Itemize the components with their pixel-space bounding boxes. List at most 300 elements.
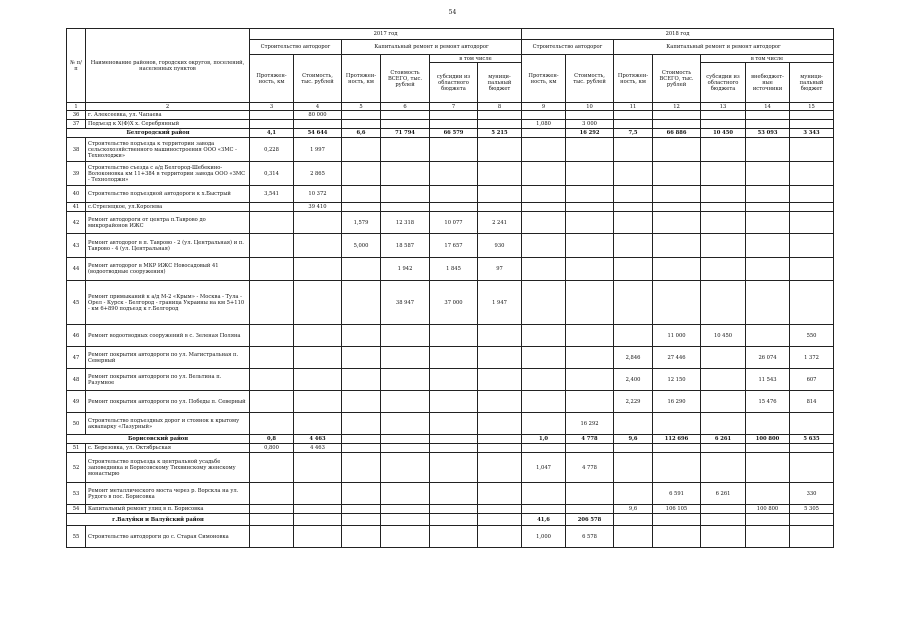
district-subtotal-row: [67, 129, 834, 138]
value-cell: [478, 203, 522, 212]
value-cell: [522, 505, 566, 514]
value-cell: [746, 138, 790, 162]
object-name: Строительство подъезда к территории завода сельскохозяйственного машиностроения ООО «ЗМС - Технолоджи»: [86, 138, 250, 162]
value-cell: [430, 325, 478, 347]
value-cell: [430, 435, 478, 444]
value-cell: [614, 120, 653, 129]
value-cell: [701, 369, 746, 391]
value-cell: [522, 138, 566, 162]
value-cell: [430, 347, 478, 369]
value-cell: [701, 281, 746, 325]
value-cell: 11 543: [746, 369, 790, 391]
value-cell: [522, 129, 566, 138]
value-cell: [614, 483, 653, 505]
value-cell: [342, 325, 381, 347]
value-cell: [522, 281, 566, 325]
table-row: [67, 369, 834, 391]
value-cell: [478, 325, 522, 347]
row-number: 55: [67, 526, 86, 548]
object-name: Подъезд к Х(Ф)Х х. Серебрянный: [86, 120, 250, 129]
table-row: [67, 413, 834, 435]
value-cell: [746, 258, 790, 281]
value-cell: 814: [790, 391, 834, 413]
value-cell: 0,314: [250, 162, 294, 186]
value-cell: [746, 453, 790, 483]
table-row: [67, 444, 834, 453]
column-number: 13: [701, 103, 746, 111]
object-name: Ремонт автодорог в п. Таврово - 2 (ул. Центральная) и п. Таврово - 4 (ул. Центральная): [86, 234, 250, 258]
value-cell: 16 292: [566, 413, 614, 435]
value-cell: [790, 413, 834, 435]
value-cell: [790, 514, 834, 526]
table-row: [67, 212, 834, 234]
value-cell: [614, 212, 653, 234]
row-number: 46: [67, 325, 86, 347]
value-cell: [250, 413, 294, 435]
value-cell: [701, 391, 746, 413]
value-cell: [342, 281, 381, 325]
value-cell: [653, 111, 701, 120]
value-cell: [478, 514, 522, 526]
value-cell: [294, 413, 342, 435]
value-cell: [566, 111, 614, 120]
value-cell: [790, 111, 834, 120]
table-row: [67, 162, 834, 186]
value-cell: [430, 162, 478, 186]
value-cell: 12 150: [653, 369, 701, 391]
row-number: 44: [67, 258, 86, 281]
value-cell: [342, 505, 381, 514]
value-cell: [294, 212, 342, 234]
value-cell: 2,229: [614, 391, 653, 413]
header-2018-repair-length: Протяжен-ность, км: [614, 55, 653, 103]
value-cell: [566, 391, 614, 413]
object-name: Строительство подъездных дорог и стоянок к крытому аквапарку «Лазурный»: [86, 413, 250, 435]
page-number: 54: [448, 9, 457, 16]
value-cell: 11 000: [653, 325, 701, 347]
value-cell: [478, 526, 522, 548]
value-cell: [522, 413, 566, 435]
table-row: [67, 111, 834, 120]
value-cell: [478, 413, 522, 435]
value-cell: 100 800: [746, 505, 790, 514]
value-cell: 2 865: [294, 162, 342, 186]
value-cell: 41,6: [522, 514, 566, 526]
table-row: [67, 325, 834, 347]
object-name: Строительство подъезда к центральной усадьбе заповедника и Борисовскому Тихвинскому женскому монастырю: [86, 453, 250, 483]
object-name: Ремонт автодорог в МКР ИЖС Новосадовый 41 (водоотводные сооружения): [86, 258, 250, 281]
value-cell: [381, 325, 430, 347]
value-cell: [250, 212, 294, 234]
value-cell: 6 578: [566, 526, 614, 548]
object-name: с.Стрелецкое, ул.Королева: [86, 203, 250, 212]
value-cell: [342, 186, 381, 203]
value-cell: [250, 483, 294, 505]
value-cell: 550: [790, 325, 834, 347]
value-cell: [250, 234, 294, 258]
value-cell: [381, 347, 430, 369]
table-row: [67, 138, 834, 162]
value-cell: [746, 514, 790, 526]
header-2018-municipal: муници-пальный бюджет: [790, 63, 834, 103]
value-cell: [701, 234, 746, 258]
row-number: 36: [67, 111, 86, 120]
value-cell: 1,000: [522, 526, 566, 548]
value-cell: 0,228: [250, 138, 294, 162]
row-number: 45: [67, 281, 86, 325]
value-cell: [342, 514, 381, 526]
header-2017: 2017 год: [250, 29, 522, 40]
header-2018: 2018 год: [522, 29, 834, 40]
value-cell: [701, 505, 746, 514]
value-cell: [790, 258, 834, 281]
value-cell: [790, 526, 834, 548]
column-number: 7: [430, 103, 478, 111]
value-cell: [522, 444, 566, 453]
object-name: Ремонт металлического моста через р. Ворскла на ул. Рудого в пос. Борисовка: [86, 483, 250, 505]
value-cell: [381, 435, 430, 444]
value-cell: [342, 435, 381, 444]
value-cell: [614, 413, 653, 435]
value-cell: [701, 138, 746, 162]
value-cell: [381, 453, 430, 483]
value-cell: [430, 413, 478, 435]
value-cell: [746, 413, 790, 435]
value-cell: [294, 514, 342, 526]
value-cell: [653, 453, 701, 483]
value-cell: 6 261: [701, 435, 746, 444]
value-cell: [250, 505, 294, 514]
value-cell: [381, 138, 430, 162]
value-cell: [790, 120, 834, 129]
value-cell: [522, 347, 566, 369]
column-number: 15: [790, 103, 834, 111]
value-cell: 7,5: [614, 129, 653, 138]
value-cell: [746, 162, 790, 186]
value-cell: 9,6: [614, 505, 653, 514]
value-cell: [294, 258, 342, 281]
object-name: Строительство автодороги до с. Старая Симоновка: [86, 526, 250, 548]
value-cell: [250, 111, 294, 120]
value-cell: [614, 258, 653, 281]
value-cell: [342, 483, 381, 505]
value-cell: 53 093: [746, 129, 790, 138]
value-cell: [701, 212, 746, 234]
value-cell: [653, 203, 701, 212]
value-cell: [342, 111, 381, 120]
value-cell: 18 587: [381, 234, 430, 258]
row-number: 50: [67, 413, 86, 435]
header-2018-repair-cost-total: Стоимость ВСЕГО, тыс. рублей: [653, 55, 701, 103]
column-number-row: [67, 103, 834, 111]
value-cell: [701, 162, 746, 186]
row-number: 48: [67, 369, 86, 391]
value-cell: 4 778: [566, 453, 614, 483]
value-cell: [294, 369, 342, 391]
value-cell: 37 000: [430, 281, 478, 325]
value-cell: 71 794: [381, 129, 430, 138]
district-subtotal-row: [67, 514, 834, 526]
column-number: 3: [250, 103, 294, 111]
value-cell: [790, 453, 834, 483]
value-cell: [342, 444, 381, 453]
value-cell: [430, 138, 478, 162]
table-row: [67, 391, 834, 413]
value-cell: 1 942: [381, 258, 430, 281]
value-cell: [381, 203, 430, 212]
object-name: Ремонт покрытия автодороги по ул. Победы п. Северный: [86, 391, 250, 413]
value-cell: [701, 444, 746, 453]
value-cell: 39 410: [294, 203, 342, 212]
value-cell: [342, 162, 381, 186]
value-cell: [342, 347, 381, 369]
value-cell: [342, 120, 381, 129]
object-name: Строительство подъездной автодороги к х.Быстрый: [86, 186, 250, 203]
value-cell: [522, 369, 566, 391]
district-subtotal-row: [67, 435, 834, 444]
value-cell: 6,6: [342, 129, 381, 138]
header-2017-subsidy: субсидии из областного бюджета: [430, 63, 478, 103]
value-cell: [566, 444, 614, 453]
value-cell: [522, 258, 566, 281]
value-cell: 10 372: [294, 186, 342, 203]
value-cell: [478, 391, 522, 413]
value-cell: 930: [478, 234, 522, 258]
row-number: 51: [67, 444, 86, 453]
value-cell: [653, 234, 701, 258]
value-cell: [701, 186, 746, 203]
value-cell: [614, 234, 653, 258]
value-cell: 1,080: [522, 120, 566, 129]
value-cell: [653, 514, 701, 526]
value-cell: 17 657: [430, 234, 478, 258]
value-cell: [566, 258, 614, 281]
value-cell: [653, 413, 701, 435]
value-cell: [701, 120, 746, 129]
value-cell: 4 463: [294, 435, 342, 444]
value-cell: 3 343: [790, 129, 834, 138]
value-cell: 1 997: [294, 138, 342, 162]
value-cell: [342, 391, 381, 413]
value-cell: [430, 186, 478, 203]
value-cell: [746, 111, 790, 120]
value-cell: [381, 120, 430, 129]
row-number: 52: [67, 453, 86, 483]
value-cell: 100 800: [746, 435, 790, 444]
value-cell: [430, 514, 478, 526]
value-cell: [478, 435, 522, 444]
value-cell: [522, 212, 566, 234]
value-cell: 10 077: [430, 212, 478, 234]
value-cell: 1 845: [430, 258, 478, 281]
value-cell: [250, 120, 294, 129]
value-cell: [478, 369, 522, 391]
object-name: Ремонт водоотводных сооружений в с. Зеленая Поляна: [86, 325, 250, 347]
value-cell: [294, 526, 342, 548]
header-2017-constr-length: Протяжен-ность, км: [250, 55, 294, 103]
value-cell: 26 074: [746, 347, 790, 369]
table-row: [67, 347, 834, 369]
value-cell: [522, 186, 566, 203]
value-cell: [653, 120, 701, 129]
column-number: 6: [381, 103, 430, 111]
value-cell: [478, 186, 522, 203]
value-cell: [522, 162, 566, 186]
value-cell: 3 000: [566, 120, 614, 129]
value-cell: [430, 483, 478, 505]
column-number: 8: [478, 103, 522, 111]
value-cell: 2,400: [614, 369, 653, 391]
value-cell: [790, 186, 834, 203]
value-cell: 12 318: [381, 212, 430, 234]
value-cell: [342, 203, 381, 212]
value-cell: [746, 120, 790, 129]
row-number: 39: [67, 162, 86, 186]
header-num: № п/п: [67, 29, 86, 103]
value-cell: [294, 234, 342, 258]
object-name: с. Березовка, ул. Октябрьская: [86, 444, 250, 453]
column-number: 14: [746, 103, 790, 111]
value-cell: [522, 234, 566, 258]
value-cell: [653, 281, 701, 325]
value-cell: [381, 514, 430, 526]
value-cell: [701, 514, 746, 526]
value-cell: [430, 369, 478, 391]
value-cell: [478, 120, 522, 129]
value-cell: 16 292: [566, 129, 614, 138]
value-cell: 97: [478, 258, 522, 281]
value-cell: 6 591: [653, 483, 701, 505]
value-cell: [381, 186, 430, 203]
value-cell: [381, 526, 430, 548]
row-number: 41: [67, 203, 86, 212]
value-cell: [614, 514, 653, 526]
value-cell: [478, 483, 522, 505]
value-cell: 4 778: [566, 435, 614, 444]
value-cell: [381, 391, 430, 413]
value-cell: 66 886: [653, 129, 701, 138]
value-cell: 10 450: [701, 129, 746, 138]
table-row: [67, 120, 834, 129]
table-row: [67, 526, 834, 548]
value-cell: [522, 483, 566, 505]
value-cell: [566, 138, 614, 162]
row-number: 49: [67, 391, 86, 413]
row-number: 47: [67, 347, 86, 369]
object-name: Строительство съезда с а/д Белгород-Шебекино-Волоконовка км 11+384 в территории завода ООО «ЗМС - Технолоджи»: [86, 162, 250, 186]
value-cell: [381, 483, 430, 505]
value-cell: [381, 505, 430, 514]
column-number: 2: [86, 103, 250, 111]
value-cell: [342, 138, 381, 162]
value-cell: [478, 444, 522, 453]
value-cell: [614, 111, 653, 120]
value-cell: 0,800: [250, 444, 294, 453]
value-cell: 15 476: [746, 391, 790, 413]
value-cell: [790, 212, 834, 234]
column-number: 4: [294, 103, 342, 111]
value-cell: [566, 325, 614, 347]
value-cell: 0,8: [250, 435, 294, 444]
value-cell: [522, 325, 566, 347]
value-cell: [653, 138, 701, 162]
district-name: г.Валуйки и Валуйский район: [67, 514, 250, 526]
value-cell: 4 463: [294, 444, 342, 453]
value-cell: [653, 258, 701, 281]
value-cell: 3,541: [250, 186, 294, 203]
value-cell: [566, 162, 614, 186]
value-cell: [430, 453, 478, 483]
value-cell: [342, 258, 381, 281]
value-cell: [566, 212, 614, 234]
value-cell: [430, 526, 478, 548]
table-row: [67, 186, 834, 203]
road-program-table: [66, 28, 834, 548]
value-cell: [746, 281, 790, 325]
value-cell: 6 261: [701, 483, 746, 505]
value-cell: [381, 111, 430, 120]
value-cell: [653, 186, 701, 203]
value-cell: [746, 234, 790, 258]
header-2017-municipal: муници-пальный бюджет: [478, 63, 522, 103]
value-cell: [566, 281, 614, 325]
column-number: 12: [653, 103, 701, 111]
header-2018-incl: в том числе: [701, 55, 834, 63]
header-2017-constr-cost: Стоимость, тыс. рублей: [294, 55, 342, 103]
row-number: 53: [67, 483, 86, 505]
value-cell: [294, 505, 342, 514]
value-cell: [614, 453, 653, 483]
value-cell: [614, 138, 653, 162]
value-cell: [614, 203, 653, 212]
value-cell: 16 290: [653, 391, 701, 413]
value-cell: [653, 444, 701, 453]
value-cell: [430, 505, 478, 514]
value-cell: [790, 203, 834, 212]
column-number: 11: [614, 103, 653, 111]
value-cell: [342, 369, 381, 391]
value-cell: [653, 212, 701, 234]
value-cell: 1,0: [522, 435, 566, 444]
value-cell: [294, 483, 342, 505]
table-row: [67, 203, 834, 212]
value-cell: 66 579: [430, 129, 478, 138]
value-cell: 330: [790, 483, 834, 505]
header-2017-repair-cost-total: Стоимость ВСЕГО, тыс. рублей: [381, 55, 430, 103]
table-header: [67, 29, 834, 111]
table-row: [67, 281, 834, 325]
value-cell: [478, 505, 522, 514]
header-2018-extrabudget: внебюджет-ные источники: [746, 63, 790, 103]
value-cell: 5 215: [478, 129, 522, 138]
district-name: Борисовский район: [67, 435, 250, 444]
value-cell: [250, 514, 294, 526]
value-cell: [701, 347, 746, 369]
value-cell: [522, 111, 566, 120]
value-cell: [294, 281, 342, 325]
row-number: 42: [67, 212, 86, 234]
value-cell: [701, 111, 746, 120]
table-row: [67, 234, 834, 258]
value-cell: [342, 413, 381, 435]
row-number: 43: [67, 234, 86, 258]
value-cell: [478, 347, 522, 369]
value-cell: [381, 444, 430, 453]
value-cell: [701, 413, 746, 435]
value-cell: [746, 186, 790, 203]
value-cell: 106 105: [653, 505, 701, 514]
value-cell: [701, 526, 746, 548]
